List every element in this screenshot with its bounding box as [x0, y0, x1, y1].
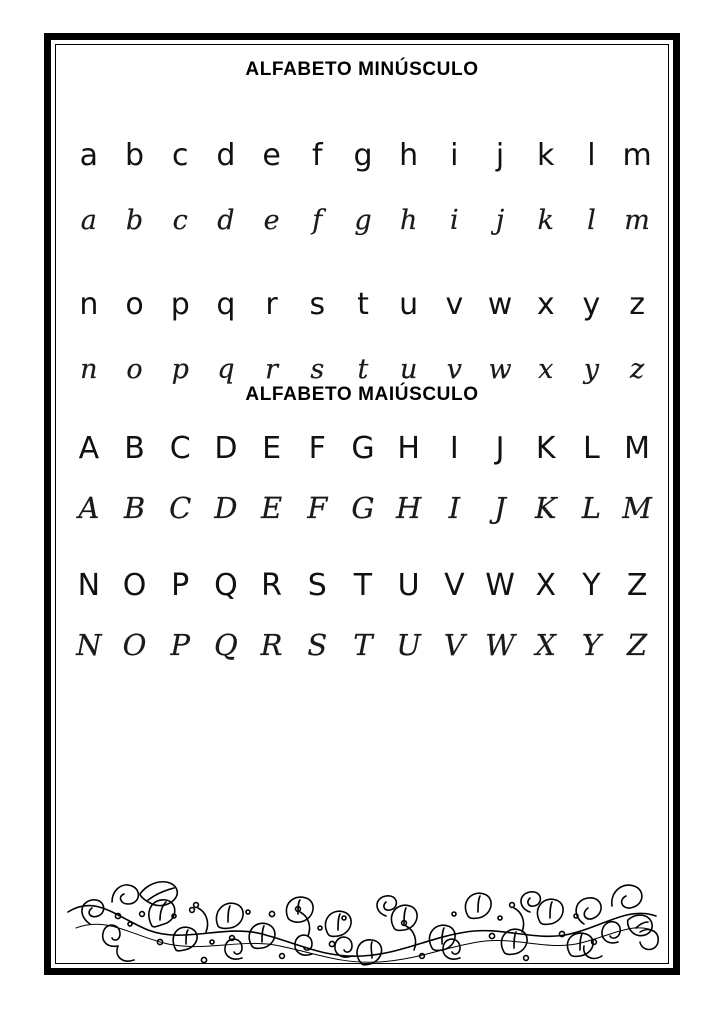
- letter-cell: T: [353, 628, 373, 663]
- letter-cell: z: [629, 353, 645, 385]
- alphabet-row-lowercase-print-1: [58, 139, 666, 172]
- letter-cell: h: [399, 138, 419, 173]
- letter-cell: x: [538, 353, 554, 385]
- letter-cell: Y: [582, 568, 601, 604]
- letter-cell: A: [78, 431, 100, 467]
- letter-cell: N: [76, 628, 102, 663]
- letter-cell: D: [214, 431, 238, 467]
- alphabet-row-uppercase-cursive-2: [58, 630, 666, 662]
- letter-cell: g: [354, 205, 372, 236]
- letter-cell: Z: [627, 628, 648, 663]
- letter-cell: F: [308, 431, 326, 467]
- letter-cell: h: [399, 205, 418, 236]
- letter-cell: s: [309, 286, 326, 322]
- letter-cell: G: [351, 491, 375, 526]
- letter-cell: P: [170, 628, 190, 663]
- letter-cell: b: [125, 138, 145, 173]
- letter-cell: l: [587, 205, 596, 236]
- alphabet-row-lowercase-print-2: [58, 288, 666, 321]
- alphabet-row-uppercase-print-1: [58, 432, 666, 465]
- alphabet-row-lowercase-cursive-1: [58, 206, 666, 236]
- letter-cell: V: [444, 568, 465, 604]
- letter-cell: A: [78, 491, 100, 526]
- letter-cell: o: [125, 286, 144, 322]
- letter-cell: n: [80, 353, 98, 385]
- letter-cell: M: [622, 491, 652, 526]
- letter-cell: w: [488, 353, 512, 385]
- letter-cell: b: [125, 205, 144, 236]
- letter-cell: S: [307, 628, 328, 663]
- worksheet-content: [58, 45, 666, 963]
- letter-cell: S: [307, 568, 327, 604]
- letter-cell: f: [312, 205, 323, 236]
- letter-cell: x: [536, 286, 555, 322]
- letter-cell: V: [443, 628, 465, 663]
- letter-cell: R: [261, 568, 283, 604]
- letter-cell: i: [450, 138, 459, 173]
- letter-cell: j: [495, 205, 505, 236]
- letter-cell: L: [583, 431, 600, 467]
- letter-cell: E: [262, 431, 282, 467]
- letter-cell: Y: [581, 628, 601, 663]
- letter-cell: u: [399, 353, 418, 385]
- letter-cell: u: [399, 286, 419, 322]
- letter-cell: K: [535, 431, 556, 467]
- letter-cell: c: [172, 205, 188, 236]
- letter-cell: M: [624, 431, 651, 467]
- letter-cell: k: [537, 138, 555, 173]
- letter-cell: a: [80, 205, 97, 236]
- section-title-lowercase: ALFABETO MINÚSCULO: [245, 59, 479, 80]
- letter-cell: J: [494, 491, 506, 526]
- letter-cell: P: [171, 568, 190, 604]
- letter-cell: U: [396, 628, 421, 663]
- letter-cell: d: [217, 205, 235, 236]
- alphabet-row-lowercase-cursive-2: [58, 355, 666, 385]
- letter-cell: q: [217, 353, 235, 385]
- letter-cell: Q: [214, 628, 238, 663]
- letter-cell: j: [495, 138, 505, 173]
- letter-cell: F: [307, 491, 328, 526]
- letter-cell: p: [170, 286, 190, 322]
- letter-cell: p: [171, 353, 189, 385]
- letter-cell: c: [171, 138, 189, 173]
- letter-cell: D: [214, 491, 238, 526]
- letter-cell: W: [485, 628, 515, 663]
- letter-cell: o: [126, 353, 143, 385]
- letter-cell: t: [357, 353, 369, 385]
- letter-cell: O: [122, 568, 147, 604]
- letter-cell: X: [535, 628, 557, 663]
- letter-cell: w: [487, 286, 513, 322]
- letter-cell: W: [485, 568, 515, 604]
- letter-cell: d: [216, 138, 236, 173]
- letter-cell: g: [353, 138, 373, 173]
- letter-cell: t: [357, 286, 369, 322]
- letter-cell: v: [446, 353, 462, 385]
- letter-cell: y: [583, 353, 600, 385]
- letter-cell: N: [77, 568, 101, 604]
- letter-cell: z: [629, 286, 645, 322]
- letter-cell: m: [624, 205, 650, 236]
- letter-cell: e: [263, 205, 280, 236]
- letter-cell: U: [397, 568, 420, 604]
- alphabet-row-uppercase-cursive-1: [58, 493, 666, 525]
- letter-cell: v: [445, 286, 464, 322]
- letter-cell: C: [169, 491, 192, 526]
- letter-cell: X: [535, 568, 556, 604]
- letter-cell: O: [122, 628, 147, 663]
- letter-cell: H: [396, 491, 422, 526]
- letter-cell: Q: [214, 568, 238, 604]
- letter-cell: T: [353, 568, 373, 604]
- letter-cell: E: [261, 491, 283, 526]
- letter-cell: n: [79, 286, 99, 322]
- letter-cell: r: [265, 286, 278, 322]
- letter-cell: k: [537, 205, 554, 236]
- letter-cell: K: [534, 491, 557, 526]
- letter-cell: B: [124, 431, 145, 467]
- letter-cell: e: [262, 138, 281, 173]
- letter-cell: m: [622, 138, 652, 173]
- alphabet-row-uppercase-print-2: [58, 569, 666, 602]
- letter-cell: l: [587, 138, 596, 173]
- floral-vine-icon: [56, 872, 668, 982]
- letter-cell: R: [260, 628, 283, 663]
- letter-cell: Z: [626, 568, 648, 604]
- letter-cell: I: [448, 491, 461, 526]
- letter-cell: H: [397, 431, 420, 467]
- letter-cell: i: [450, 205, 459, 236]
- letter-cell: B: [123, 491, 146, 526]
- letter-cell: I: [449, 431, 459, 467]
- letter-cell: C: [169, 431, 191, 467]
- letter-cell: q: [216, 286, 236, 322]
- letter-cell: J: [495, 431, 505, 467]
- section-title-uppercase: ALFABETO MAIÚSCULO: [245, 384, 479, 406]
- letter-cell: f: [312, 138, 323, 173]
- letter-cell: y: [582, 286, 601, 322]
- letter-cell: r: [265, 353, 279, 385]
- letter-cell: L: [581, 491, 602, 526]
- letter-cell: s: [310, 353, 325, 385]
- letter-cell: a: [79, 138, 99, 173]
- letter-cell: G: [351, 431, 375, 467]
